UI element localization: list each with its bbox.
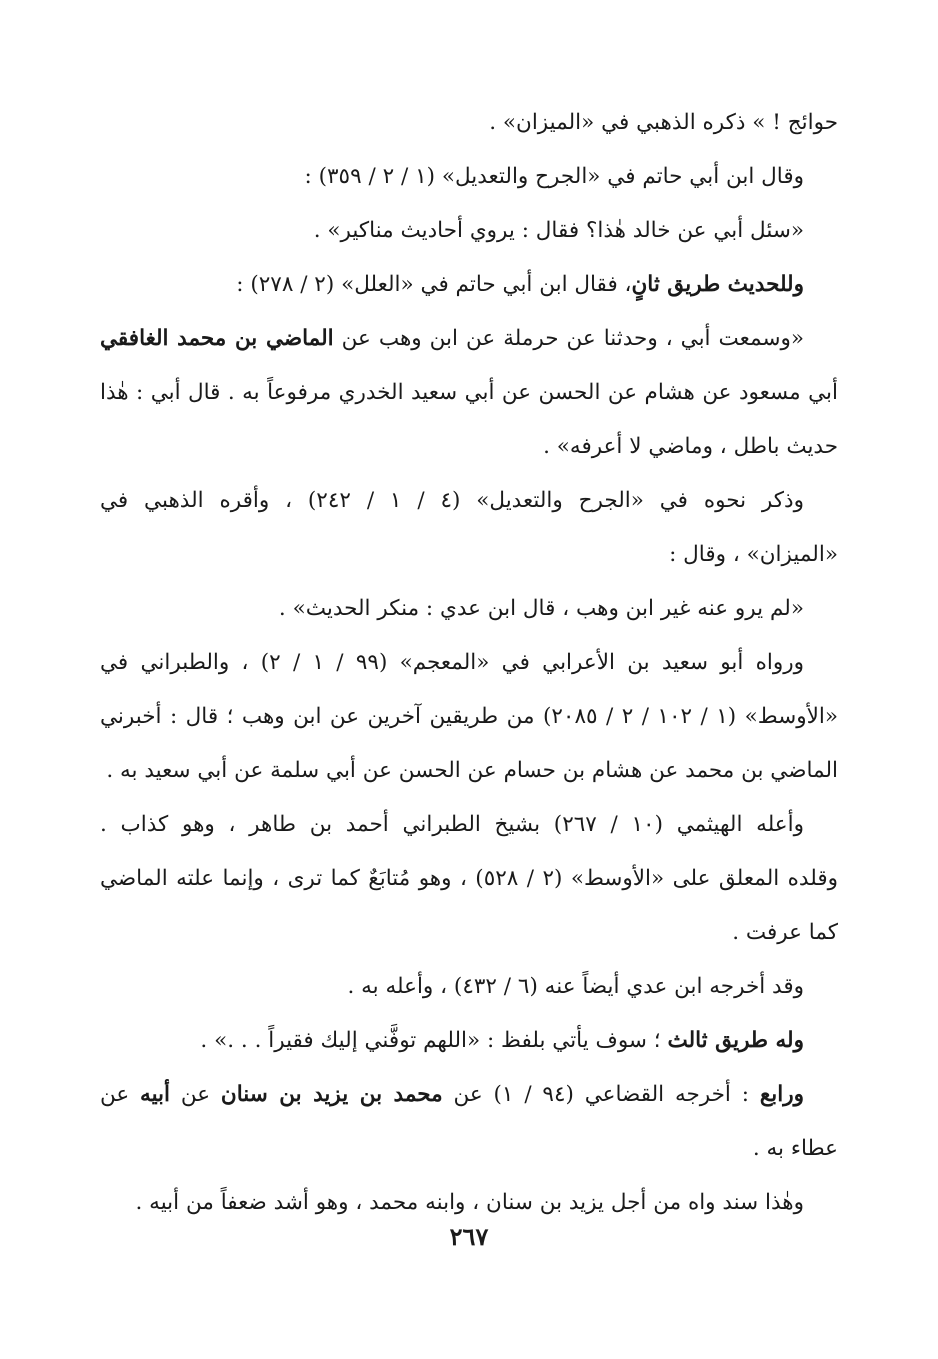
text-run: كما عرفت .: [732, 920, 838, 945]
text-line: [100, 258, 838, 312]
text-run: عن: [170, 1082, 221, 1107]
text-body: [100, 96, 838, 1230]
bold-phrase: وله طريق ثالث: [667, 1028, 804, 1053]
paragraph-p9: [100, 798, 838, 960]
text-line: [100, 96, 838, 150]
paragraph-p7: [100, 582, 838, 636]
text-run: : أخرجه القضاعي (٩٤ / ١) عن: [442, 1082, 760, 1107]
paragraph-p8: [100, 636, 838, 798]
text-run: وقد أخرجه ابن عدي أيضاً عنه (٦ / ٤٣٢) ، وأعله به .: [347, 974, 804, 999]
text-line: [100, 690, 838, 744]
text-run: ورواه أبو سعيد بن الأعرابي في «المعجم» (٩٩ / ١ / ٢) ، والطبراني في: [100, 650, 804, 675]
text-line: [100, 1122, 838, 1176]
text-line: [100, 204, 838, 258]
bold-phrase: محمد بن يزيد بن سنان: [220, 1082, 443, 1107]
text-run: أبي مسعود عن هشام عن الحسن عن أبي سعيد الخدري مرفوعاً به . قال أبي : هٰذا: [100, 380, 838, 405]
text-run: «سئل أبي عن خالد هٰذا؟ فقال : يروي أحاديث مناكير» .: [313, 218, 804, 243]
text-run: وقال ابن أبي حاتم في «الجرح والتعديل» (١ / ٢ / ٣٥٩) :: [304, 164, 804, 189]
text-line: [100, 1068, 838, 1122]
text-line: [100, 744, 838, 798]
paragraph-p1: [100, 96, 838, 150]
text-line: [100, 312, 838, 366]
text-run: «الأوسط» (١ / ١٠٢ / ٢ / ٢٠٨٥) من طريقين آخرين عن ابن وهب ؛ قال : أخبرني: [100, 704, 838, 729]
text-line: [100, 960, 838, 1014]
paragraph-p2: [100, 150, 838, 204]
text-line: [100, 1014, 838, 1068]
text-line: [100, 636, 838, 690]
text-run: حديث باطل ، وماضي لا أعرفه» .: [543, 434, 838, 459]
text-run: الماضي بن محمد عن هشام بن حسام عن الحسن عن أبي سلمة عن أبي سعيد به .: [106, 758, 838, 783]
text-run: وأعله الهيثمي (١٠ / ٢٦٧) بشيخ الطبراني أحمد بن طاهر ، وهو كذاب .: [100, 812, 804, 837]
bold-phrase: أبيه: [140, 1082, 171, 1107]
text-run: «لم يرو عنه غير ابن وهب ، قال ابن عدي : منكر الحديث» .: [278, 596, 804, 621]
bold-phrase: ورابع: [759, 1082, 804, 1107]
text-line: [100, 474, 838, 528]
text-run: وذكر نحوه في «الجرح والتعديل» (٤ / ١ / ٢٤٢) ، وأقره الذهبي في: [100, 488, 804, 513]
text-line: [100, 906, 838, 960]
text-line: [100, 852, 838, 906]
bold-phrase: وللحديث طريق ثانٍ: [631, 272, 804, 297]
text-run: عطاء به .: [752, 1136, 838, 1161]
text-line: [100, 420, 838, 474]
text-line: [100, 528, 838, 582]
text-run: ، فقال ابن أبي حاتم في «العلل» (٢ / ٢٧٨) :: [236, 272, 632, 297]
paragraph-p5: [100, 312, 838, 474]
bold-phrase: الماضي بن محمد الغافقي: [100, 326, 334, 351]
text-run: ؛ سوف يأتي بلفظ : «اللهم توفَّني إليك فقيراً . . .» .: [200, 1028, 668, 1053]
paragraph-p3: [100, 204, 838, 258]
text-run: عن: [100, 1082, 141, 1107]
text-run: وقلده المعلق على «الأوسط» (٢ / ٥٢٨) ، وهو مُتابَعٌ كما ترى ، وإنما علته الماضي: [100, 866, 838, 891]
paragraph-p11: [100, 1014, 838, 1068]
text-line: [100, 582, 838, 636]
text-run: «الميزان» ، وقال :: [669, 542, 838, 567]
page-number: ٢٦٧: [449, 1222, 489, 1251]
paragraph-p4: [100, 258, 838, 312]
text-line: [100, 150, 838, 204]
paragraph-p10: [100, 960, 838, 1014]
text-run: وهٰذا سند واه من أجل يزيد بن سنان ، وابنه محمد ، وهو أشد ضعفاً من أبيه .: [135, 1190, 804, 1215]
text-line: [100, 366, 838, 420]
text-run: «وسمعت أبي ، وحدثنا عن حرملة عن ابن وهب عن: [333, 326, 804, 351]
paragraph-p12: [100, 1068, 838, 1176]
text-line: [100, 798, 838, 852]
paragraph-p6: [100, 474, 838, 582]
text-run: حوائج ! » ذكره الذهبي في «الميزان» .: [489, 110, 838, 135]
